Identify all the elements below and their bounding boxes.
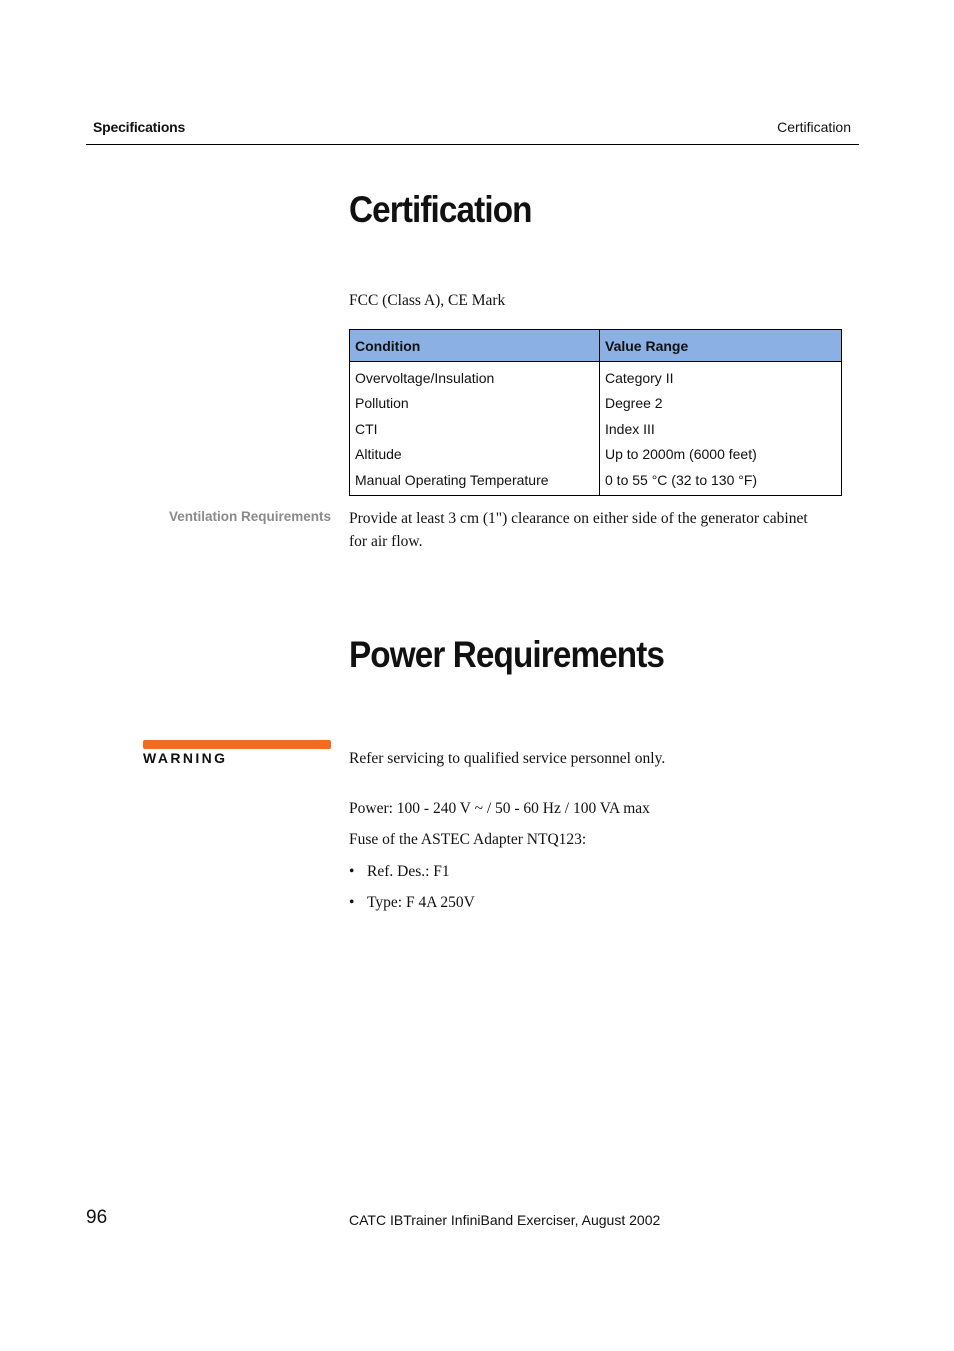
bullet-icon: •	[349, 894, 355, 911]
list-item	[349, 860, 450, 883]
ventilation-text: Provide at least 3 cm (1") clearance on either side of the generator cabinet for air flow.	[349, 510, 808, 550]
fuse-description: Fuse of the ASTEC Adapter NTQ123:	[349, 831, 587, 848]
power-rating: Power: 100 - 240 V ~ / 50 - 60 Hz / 100 VA max	[349, 800, 650, 817]
ventilation-margin-label: Ventilation Requirements	[168, 509, 331, 524]
table-row	[350, 442, 842, 468]
header-rule	[86, 144, 859, 145]
certification-marks: FCC (Class A), CE Mark	[349, 292, 506, 309]
running-header-section: Specifications	[93, 119, 186, 135]
running-header-topic: Certification	[777, 119, 851, 135]
table-row	[350, 467, 842, 495]
table-cell-condition: Altitude	[350, 442, 600, 468]
column-header-condition: Condition	[350, 330, 600, 362]
warning-bar	[143, 740, 331, 749]
table-cell-value: Index III	[600, 416, 842, 442]
power-requirements-heading: Power Requirements	[349, 634, 665, 675]
column-header-value-range: Value Range	[600, 330, 842, 362]
page-number: 96	[86, 1207, 108, 1228]
list-item-text: Type: F 4A 250V	[367, 894, 475, 911]
table-row	[350, 416, 842, 442]
warning-label: WARNING	[143, 750, 228, 766]
certification-heading: Certification	[349, 189, 532, 230]
bullet-icon: •	[349, 863, 355, 880]
table-row	[350, 391, 842, 417]
table-header-row	[350, 330, 842, 362]
warning-text: Refer servicing to qualified service personnel only.	[349, 750, 666, 767]
table-row	[350, 362, 842, 391]
table-cell-condition: Overvoltage/Insulation	[350, 362, 600, 391]
table-cell-condition: Pollution	[350, 391, 600, 417]
table-cell-value: Category II	[600, 362, 842, 391]
table-cell-value: Up to 2000m (6000 feet)	[600, 442, 842, 468]
table-cell-condition: CTI	[350, 416, 600, 442]
table-cell-value: Degree 2	[600, 391, 842, 417]
certification-table	[349, 329, 842, 496]
footer-text: CATC IBTrainer InfiniBand Exerciser, August 2002	[349, 1212, 661, 1228]
list-item-text: Ref. Des.: F1	[367, 863, 450, 880]
table-cell-condition: Manual Operating Temperature	[350, 467, 600, 495]
table-cell-value: 0 to 55 °C (32 to 130 °F)	[600, 467, 842, 495]
list-item	[349, 891, 475, 914]
